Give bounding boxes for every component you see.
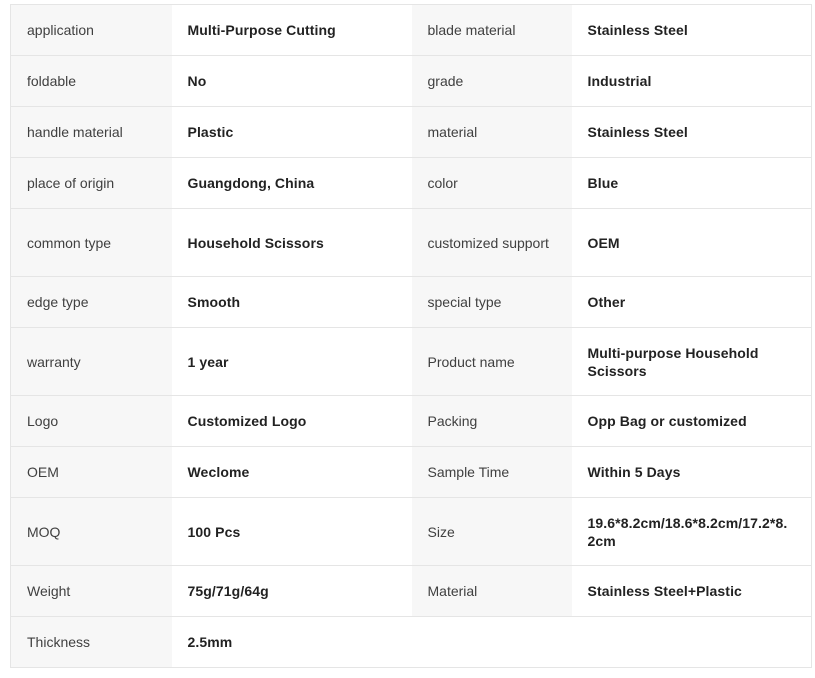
table-row [11, 107, 812, 158]
spec-label: application [11, 5, 172, 56]
spec-label: handle material [11, 107, 172, 158]
spec-value: OEM [572, 209, 812, 277]
spec-value: 75g/71g/64g [172, 566, 412, 617]
table-row [11, 396, 812, 447]
spec-value: Industrial [572, 56, 812, 107]
spec-value: No [172, 56, 412, 107]
table-row [11, 277, 812, 328]
spec-value: Weclome [172, 447, 412, 498]
table-row [11, 617, 812, 668]
spec-label: foldable [11, 56, 172, 107]
spec-label: Logo [11, 396, 172, 447]
table-row [11, 328, 812, 396]
spec-value: Opp Bag or customized [572, 396, 812, 447]
spec-label: common type [11, 209, 172, 277]
spec-value: Customized Logo [172, 396, 412, 447]
spec-label: edge type [11, 277, 172, 328]
spec-value: 1 year [172, 328, 412, 396]
spec-value: Multi-purpose Household Scissors [572, 328, 812, 396]
spec-label: Product name [412, 328, 572, 396]
spec-label: material [412, 107, 572, 158]
spec-value: Guangdong, China [172, 158, 412, 209]
spec-label: OEM [11, 447, 172, 498]
table-row [11, 498, 812, 566]
spec-value: 100 Pcs [172, 498, 412, 566]
spec-label: Material [412, 566, 572, 617]
spec-label: blade material [412, 5, 572, 56]
empty-spec-label [412, 617, 572, 668]
spec-value: Smooth [172, 277, 412, 328]
spec-value: Multi-Purpose Cutting [172, 5, 412, 56]
spec-label: MOQ [11, 498, 172, 566]
spec-label: color [412, 158, 572, 209]
spec-label: special type [412, 277, 572, 328]
spec-label: grade [412, 56, 572, 107]
empty-spec-value [572, 617, 812, 668]
spec-label: customized support [412, 209, 572, 277]
table-row [11, 158, 812, 209]
table-row [11, 209, 812, 277]
spec-value: Household Scissors [172, 209, 412, 277]
spec-label: Sample Time [412, 447, 572, 498]
table-row [11, 566, 812, 617]
product-specifications-table [10, 4, 812, 668]
spec-value: Within 5 Days [572, 447, 812, 498]
spec-label: warranty [11, 328, 172, 396]
spec-label: Size [412, 498, 572, 566]
spec-value: Blue [572, 158, 812, 209]
spec-label: Weight [11, 566, 172, 617]
spec-label: Thickness [11, 617, 172, 668]
spec-value: 2.5mm [172, 617, 412, 668]
table-row [11, 5, 812, 56]
spec-value: Other [572, 277, 812, 328]
spec-value: Plastic [172, 107, 412, 158]
table-row [11, 447, 812, 498]
spec-value: Stainless Steel [572, 107, 812, 158]
spec-label: place of origin [11, 158, 172, 209]
spec-label: Packing [412, 396, 572, 447]
table-row [11, 56, 812, 107]
spec-value: 19.6*8.2cm/18.6*8.2cm/17.2*8.2cm [572, 498, 812, 566]
spec-value: Stainless Steel+Plastic [572, 566, 812, 617]
spec-value: Stainless Steel [572, 5, 812, 56]
